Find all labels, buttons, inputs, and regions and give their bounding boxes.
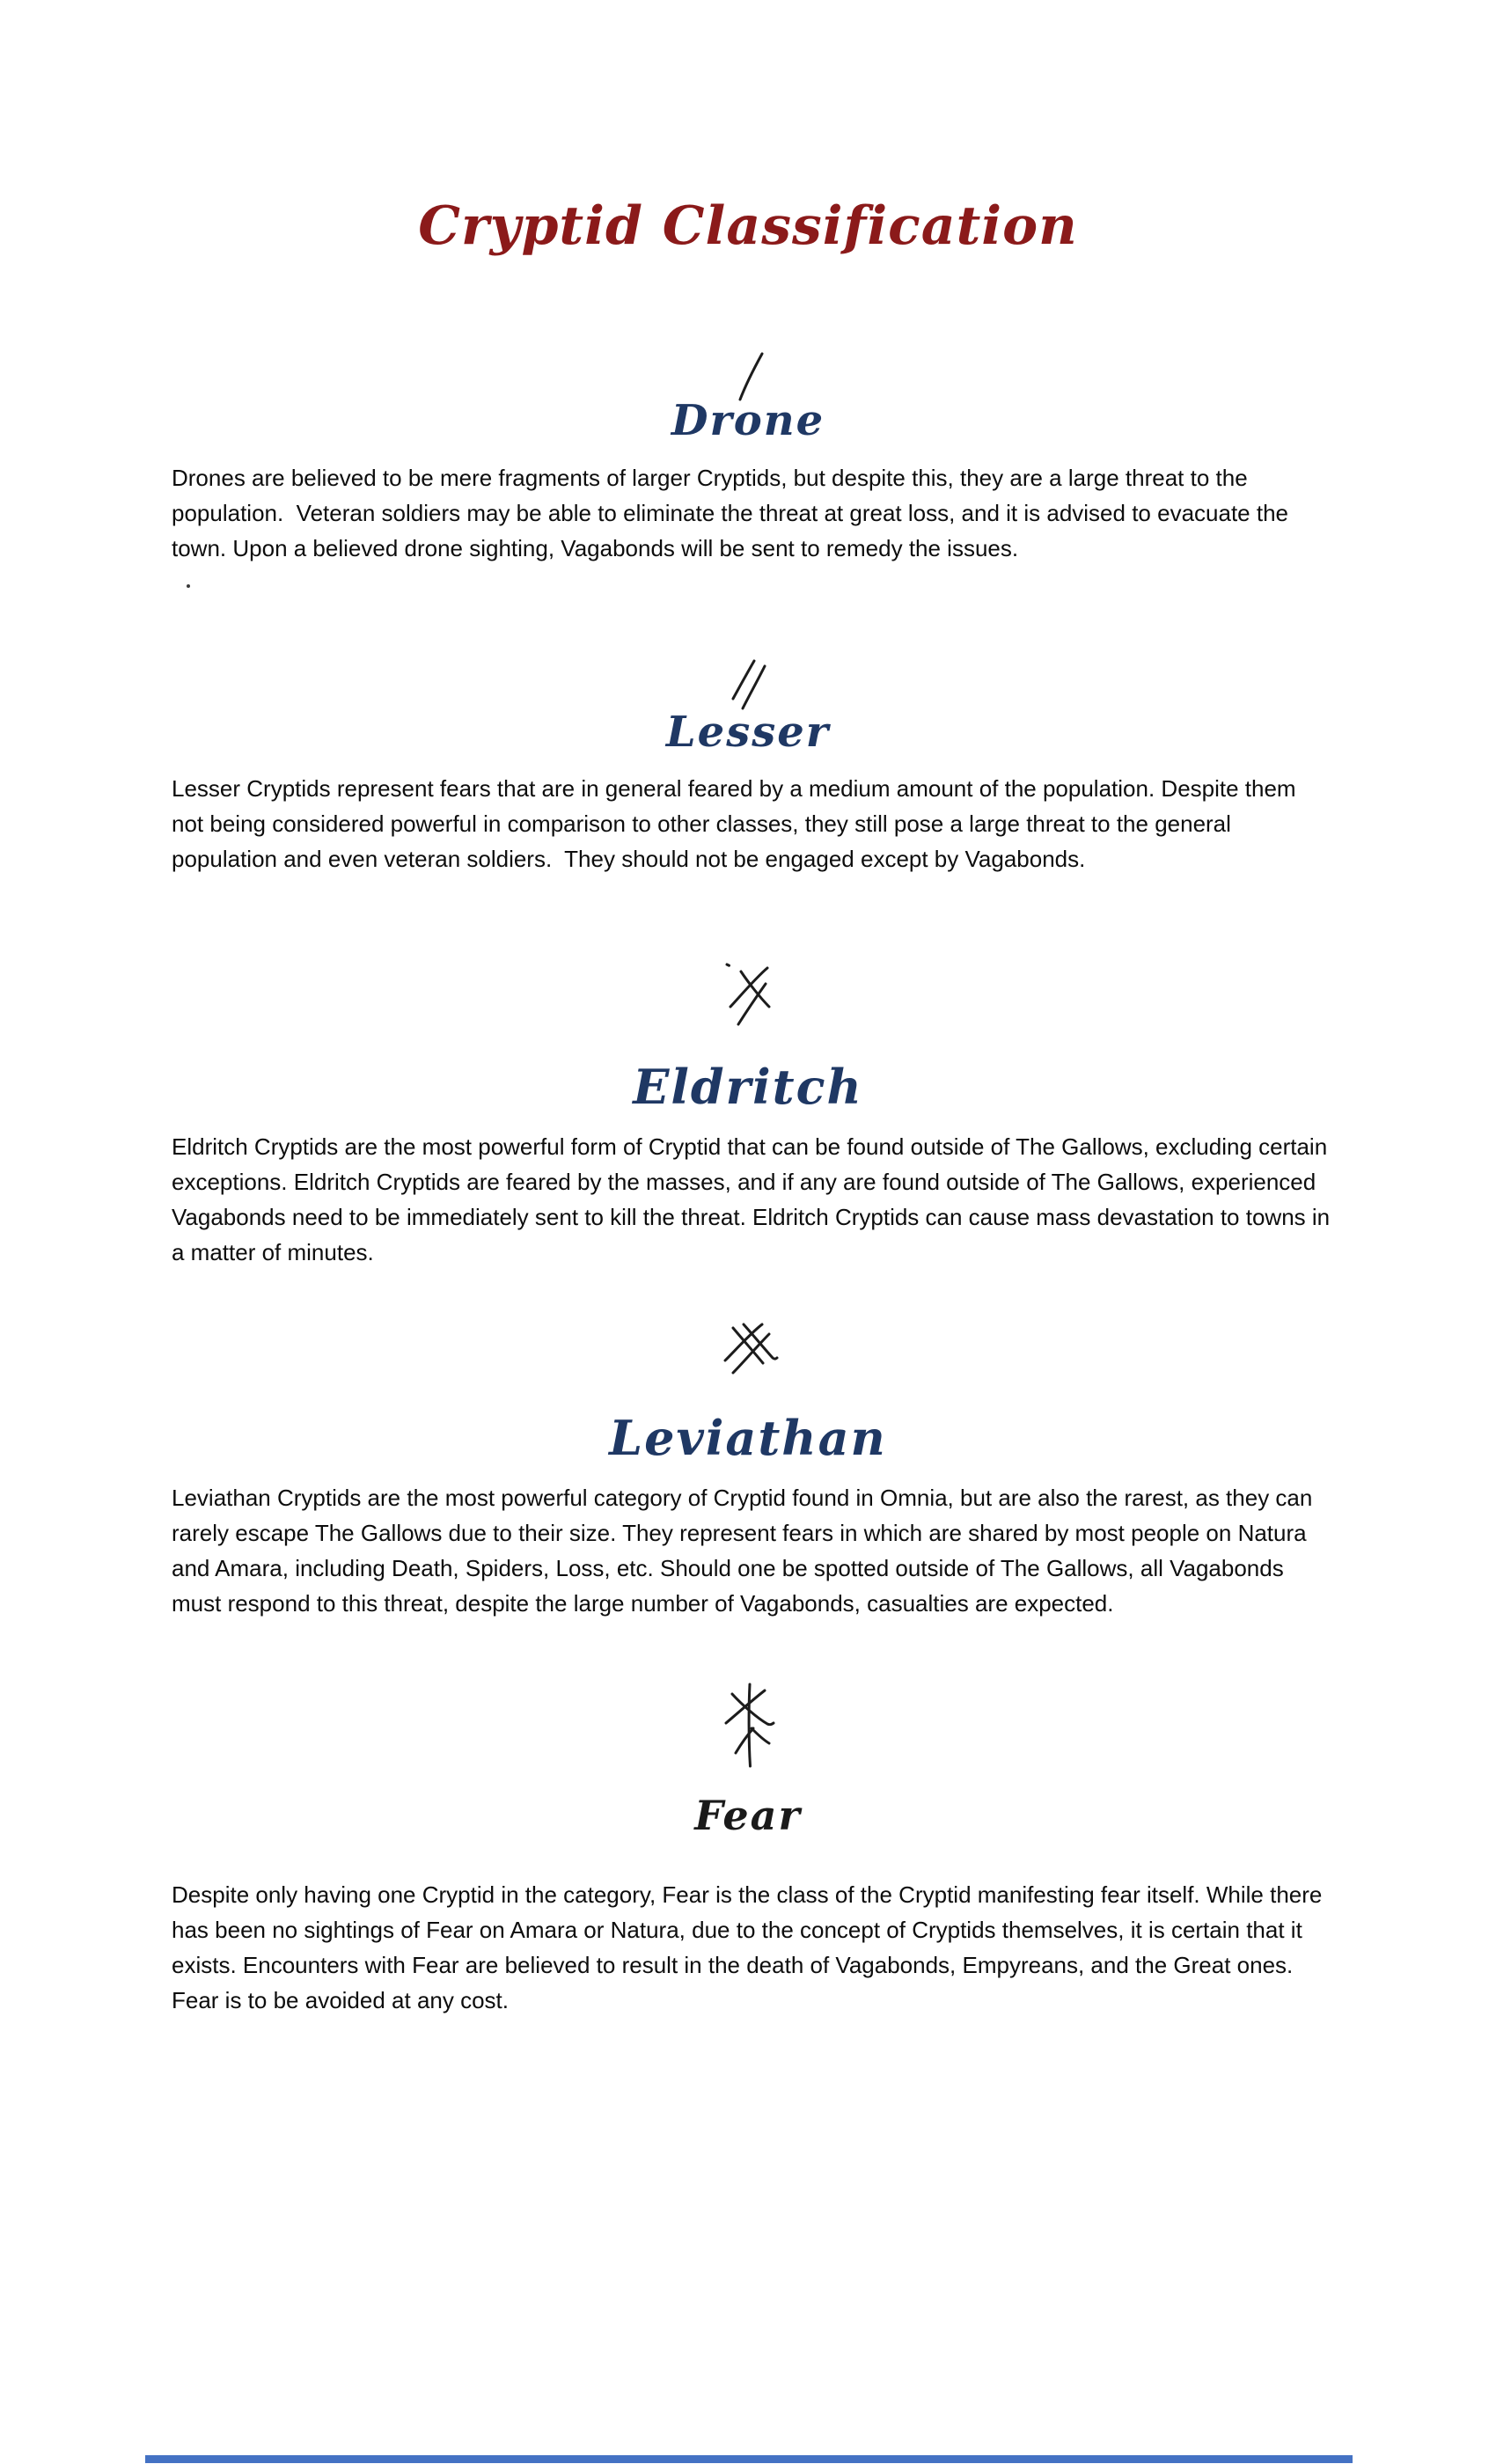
tally-one-icon xyxy=(0,350,1496,403)
section-heading-fear: Fear xyxy=(694,1792,802,1839)
section-body-eldritch: Eldritch Cryptids are the most powerful form of Cryptid that can be found outside of The Gallows, excluding certain exceptions. Eldritch Cryptids are feared by the masses, and if any are found outside of The Gallows, experienced Vagabonds need to be immediately sent to kill the threat. Eldritch Cryptids can cause mass devastation to towns in a matter of minutes. xyxy=(172,1133,1337,1265)
tally-two-strokes xyxy=(721,653,775,711)
tally-four-strokes xyxy=(716,1320,780,1380)
tally-five-icon xyxy=(0,1683,1496,1769)
section-heading-drone: Drone xyxy=(671,396,825,445)
section-body-lesser: Lesser Cryptids represent fears that are in general feared by a medium amount of the population. Despite them not being considered powerful in comparison to other classes, they still pose a large threat to the general population and even veteran soldiers. They should not be engaged except by Vagabonds. xyxy=(172,775,1302,872)
section-body-leviathan: Leviathan Cryptids are the most powerful category of Cryptid found in Omnia, but are also the rarest, as they can rarely escape The Gallows due to their size. They represent fears in which are shared by most people on Natura and Amara, including Death, Spiders, Loss, etc. Should one be spotted outside of The Gallows, all Vagabonds must respond to this threat, despite the large number of Vagabonds, casualties are expected. xyxy=(172,1485,1319,1617)
document-title: Cryptid Classification xyxy=(418,195,1078,257)
stray-dot xyxy=(187,584,190,588)
tally-four-icon xyxy=(0,1320,1496,1380)
section-heading-lesser: Lesser xyxy=(665,708,831,757)
tally-two-icon xyxy=(0,653,1496,711)
tally-one-strokes xyxy=(726,350,770,403)
tally-three-icon xyxy=(0,959,1496,1028)
tally-three-strokes xyxy=(718,959,778,1028)
section-body-drone: Drones are believed to be mere fragments of larger Cryptids, but despite this, they are a large threat to the population. Veteran soldiers may be able to eliminate the threat at great loss, and it is advised to evacuate the town. Upon a believed drone sighting, Vagabonds will be sent to remedy the issues. xyxy=(172,465,1295,561)
bottom-page-border xyxy=(145,2455,1353,2463)
tally-five-strokes xyxy=(715,1683,781,1769)
section-heading-eldritch: Eldritch xyxy=(633,1059,863,1115)
section-body-fear: Despite only having one Cryptid in the category, Fear is the class of the Cryptid manifesting fear itself. While there has been no sightings of Fear on Amara or Natura, due to the concept of Cryptids themselves, it is certain that it exists. Encounters with Fear are believed to result in the death of Vagabonds, Empyreans, and the Great ones. Fear is to be avoided at any cost. xyxy=(172,1881,1329,2013)
section-heading-leviathan: Leviathan xyxy=(609,1410,887,1466)
